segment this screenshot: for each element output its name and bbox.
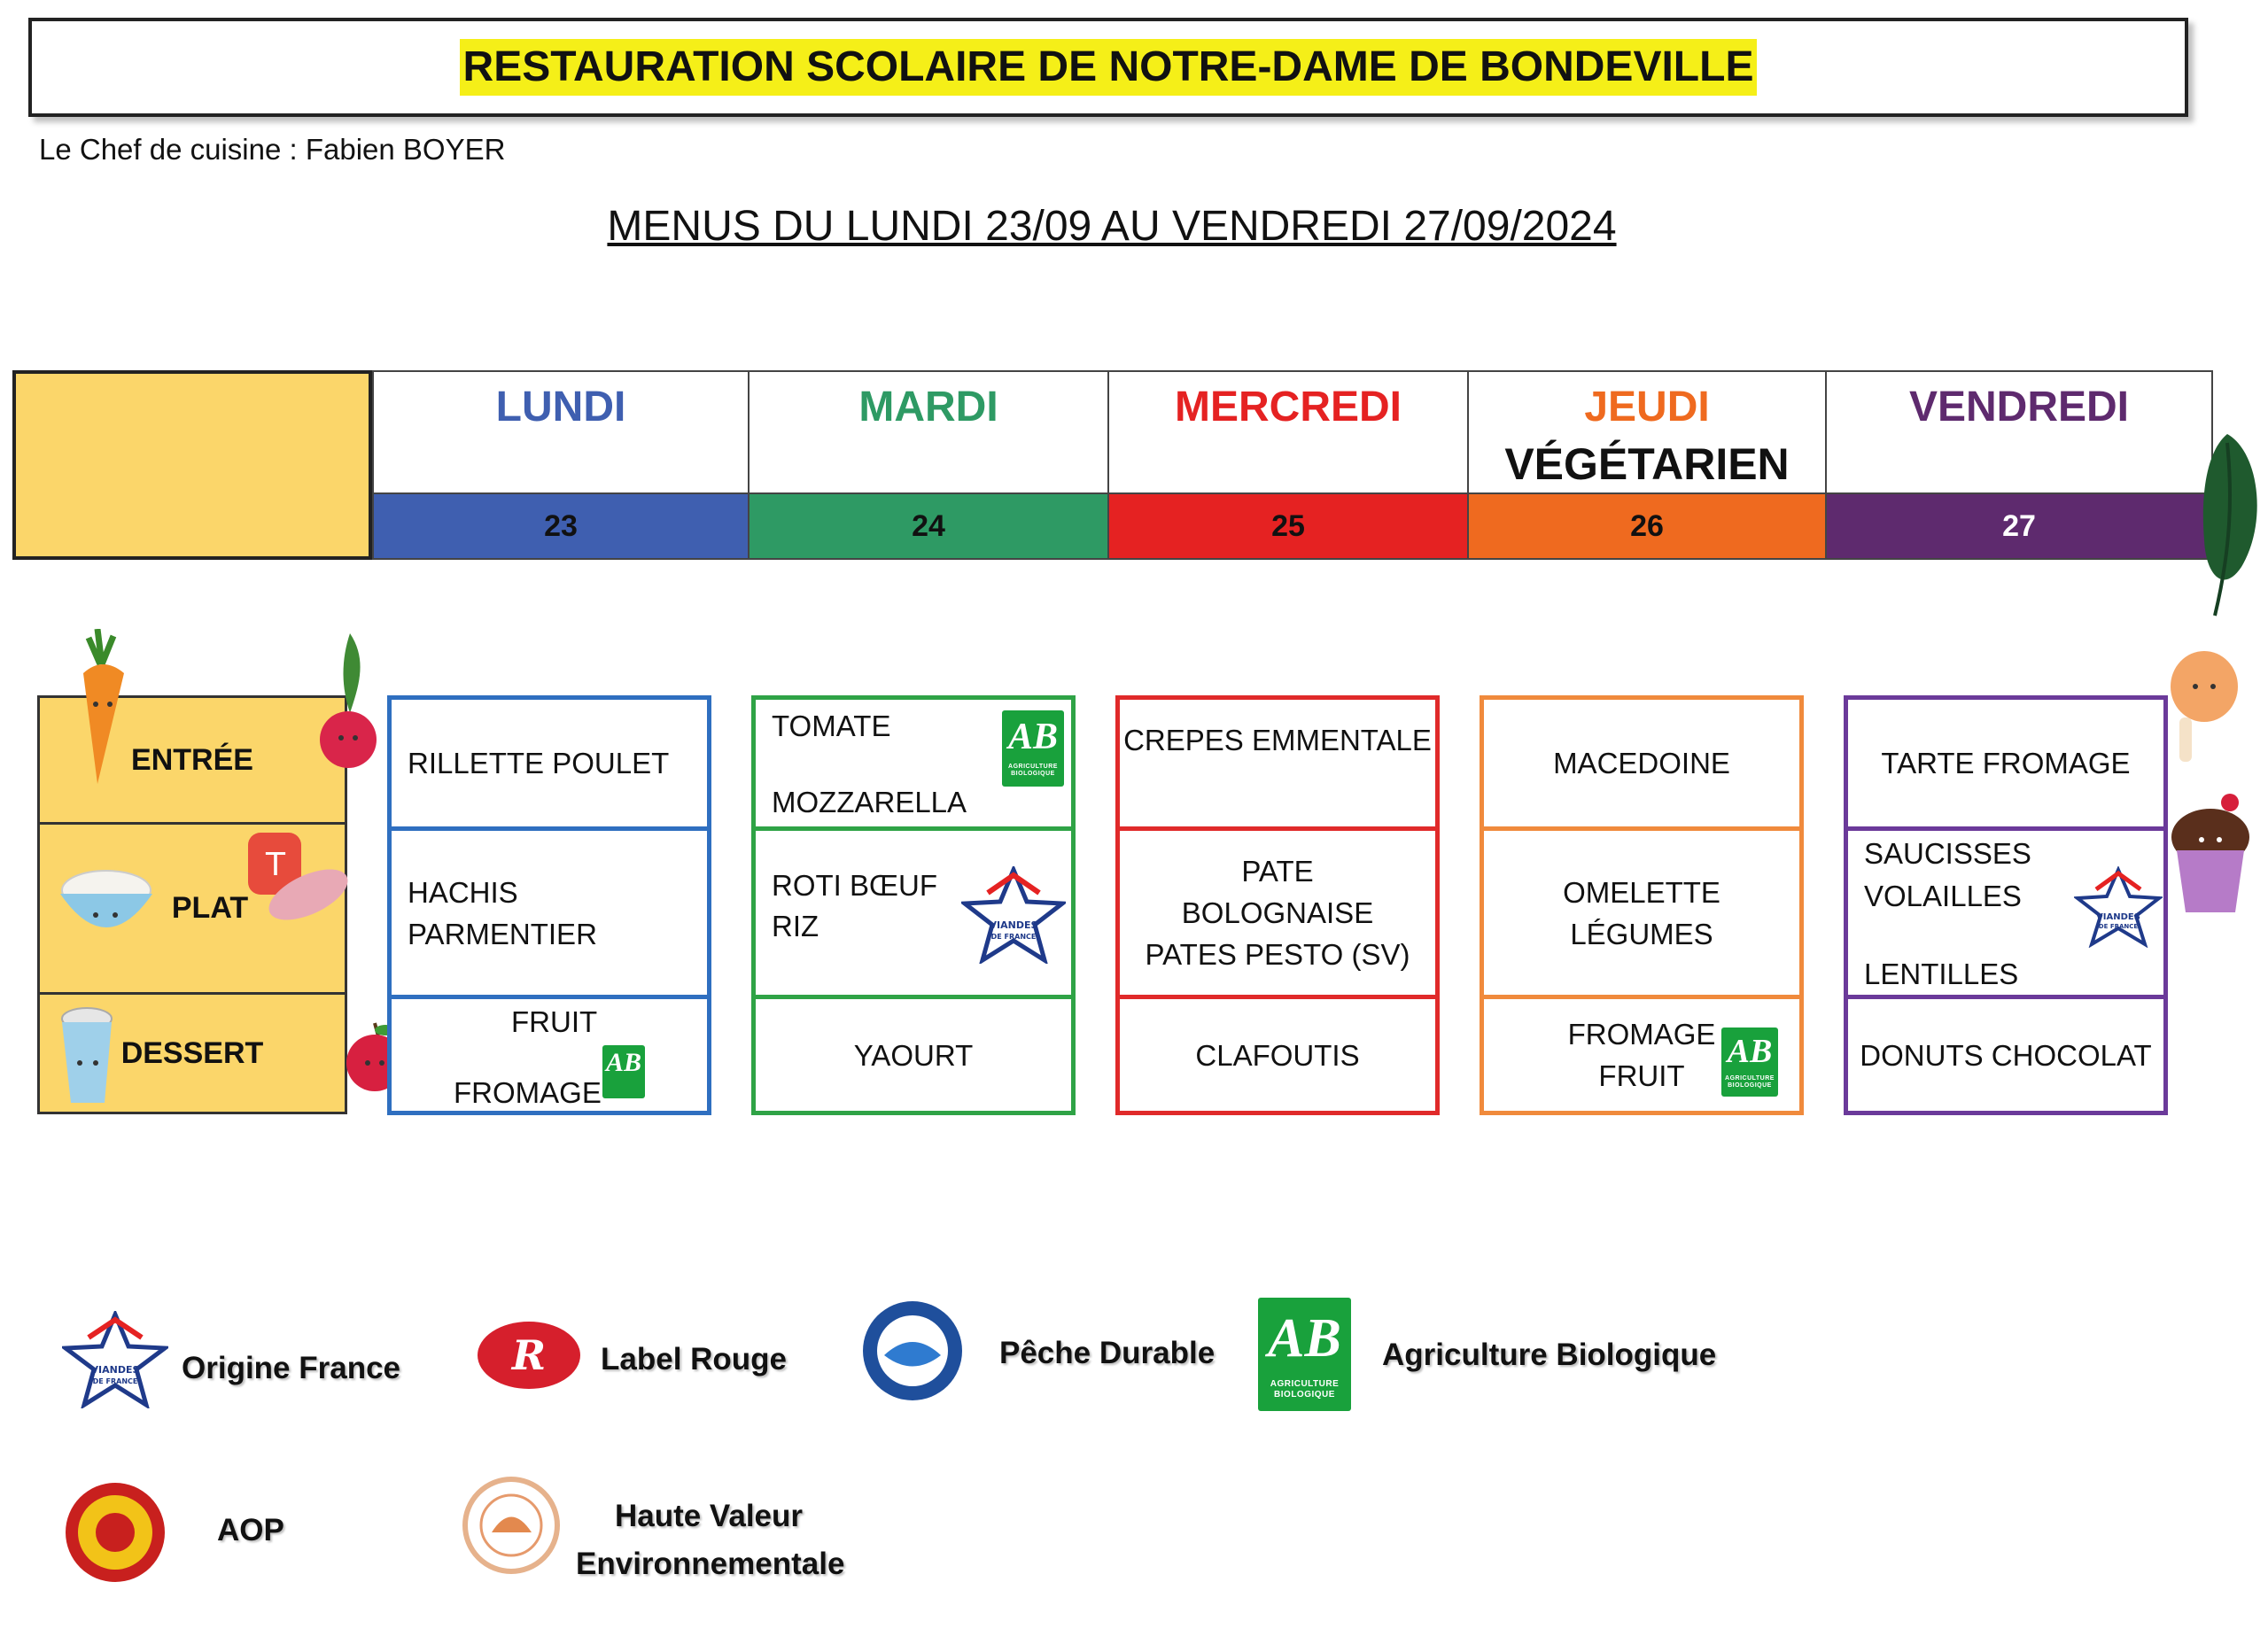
menu-item: SAUCISSES: [1864, 837, 2031, 870]
legend-hve-line1: Haute Valeur: [614, 1499, 804, 1533]
day-header-jeudi: [1467, 370, 1825, 494]
dessert-cell-mardi: [756, 995, 1071, 1111]
rice-bowl-icon: [53, 864, 159, 943]
peche-durable-icon: [859, 1293, 966, 1408]
plat-cell-mercredi: [1120, 826, 1435, 995]
menu-item: RILLETTE POULET: [408, 747, 670, 779]
menu-period-title: MENUS DU LUNDI 23/09 AU VENDREDI 27/09/2024: [607, 203, 1617, 250]
day-date-mercredi: 25: [1107, 492, 1467, 560]
row-label-entree: ENTRÉE: [131, 742, 253, 777]
viandes-de-france-icon: [2074, 866, 2163, 948]
menu-item: ROTI BŒUF: [772, 869, 937, 902]
ab-bio-icon: AB: [602, 1045, 645, 1098]
svg-text:VIANDES: VIANDES: [2096, 912, 2140, 922]
menu-item: BOLOGNAISE: [1181, 896, 1374, 929]
viandes-de-france-legend-icon: [62, 1311, 168, 1408]
carrot-icon: [71, 629, 133, 788]
day-date-lundi: 23: [372, 492, 748, 560]
menu-item: DONUTS CHOCOLAT: [1860, 1038, 2152, 1072]
chicken-leg-icon: [2162, 647, 2241, 771]
menu-item: PARMENTIER: [408, 917, 597, 950]
svg-text:T: T: [266, 847, 285, 883]
legend-origine-france: Origine France: [182, 1351, 401, 1385]
day-header-vendredi: [1825, 370, 2213, 494]
yogurt-cup-icon: [53, 1001, 124, 1107]
header-corner-cell: [12, 370, 372, 560]
entree-cell-jeudi: [1484, 700, 1799, 826]
dessert-cell-lundi: [392, 995, 707, 1111]
menu-item: VOLAILLES: [1864, 880, 2022, 912]
legend-agriculture-biologique: Agriculture Biologique: [1382, 1338, 1717, 1372]
ab-bio-icon: AB AGRICULTURE BIOLOGIQUE: [1002, 710, 1064, 787]
menu-item: LENTILLES: [1864, 958, 2019, 990]
menu-item: RIZ: [772, 910, 819, 942]
menu-column-vendredi: [1844, 695, 2168, 1115]
svg-text:VIANDES: VIANDES: [989, 919, 1038, 931]
menu-column-lundi: [387, 695, 711, 1115]
menu-item: MOZZARELLA: [772, 786, 967, 818]
steak-fish-icon: [239, 824, 354, 948]
menu-item: LÉGUMES: [1570, 917, 1713, 950]
menu-item: TARTE FROMAGE: [1881, 747, 2131, 779]
row-label-plat: PLAT: [171, 891, 249, 925]
radish-icon: [315, 624, 385, 775]
spinach-leaf-icon: [2188, 425, 2266, 620]
day-name-lundi: LUNDI: [495, 384, 626, 430]
title-banner: [28, 18, 2188, 117]
dessert-cell-mercredi: [1120, 995, 1435, 1111]
day-date-vendredi: 27: [1825, 492, 2213, 560]
day-subtitle-jeudi: VÉGÉTARIEN: [1504, 439, 1790, 489]
plat-cell-vendredi: [1848, 826, 2163, 995]
viandes-de-france-icon: [961, 866, 1066, 964]
dessert-cell-vendredi: [1848, 995, 2163, 1111]
svg-text:DE FRANCE: DE FRANCE: [92, 1377, 138, 1385]
plat-cell-lundi: [392, 826, 707, 995]
menu-item: FRUIT: [1598, 1059, 1685, 1092]
menu-item: YAOURT: [853, 1038, 974, 1072]
svg-text:DE FRANCE: DE FRANCE: [2098, 923, 2139, 930]
menu-item: FROMAGE: [454, 1076, 602, 1109]
plat-cell-mardi: [756, 826, 1071, 995]
menu-item: FROMAGE: [1567, 1018, 1716, 1051]
legend-peche-durable: Pêche Durable: [999, 1336, 1216, 1370]
day-header-lundi: [372, 370, 748, 494]
entree-cell-vendredi: [1848, 700, 2163, 826]
entree-cell-mercredi: [1120, 700, 1435, 826]
hve-icon: [461, 1475, 563, 1577]
legend-aop: AOP: [217, 1513, 284, 1547]
menu-item: MACEDOINE: [1553, 747, 1730, 779]
day-name-mardi: MARDI: [858, 384, 998, 430]
ab-bio-legend-icon: AB AGRICULTURE BIOLOGIQUE: [1258, 1298, 1351, 1411]
plat-cell-jeudi: [1484, 826, 1799, 995]
menu-item: FRUIT: [511, 1005, 598, 1038]
svg-text:DE FRANCE: DE FRANCE: [990, 933, 1037, 941]
menu-item: PATES PESTO (SV): [1145, 938, 1410, 971]
legend-label-rouge: Label Rouge: [601, 1342, 788, 1376]
chef-credit: Le Chef de cuisine : Fabien BOYER: [39, 133, 506, 166]
cupcake-icon: [2166, 788, 2255, 921]
label-rouge-icon: [474, 1311, 585, 1400]
menu-item: CLAFOUTIS: [1195, 1038, 1360, 1072]
row-label-dessert: DESSERT: [120, 1036, 264, 1070]
menu-column-mardi: [751, 695, 1076, 1115]
menu-item: OMELETTE: [1563, 875, 1720, 909]
day-date-mardi: 24: [748, 492, 1107, 560]
menu-item: TOMATE: [772, 710, 891, 742]
svg-text:R: R: [511, 1331, 547, 1379]
svg-text:VIANDES: VIANDES: [90, 1364, 140, 1376]
entree-cell-mardi: [756, 700, 1071, 826]
menu-column-mercredi: [1115, 695, 1440, 1115]
day-header-mercredi: [1107, 370, 1467, 494]
dessert-cell-jeudi: [1484, 995, 1799, 1111]
day-date-jeudi: 26: [1467, 492, 1825, 560]
day-name-vendredi: VENDREDI: [1908, 384, 2130, 430]
aop-icon: [62, 1479, 168, 1586]
menu-column-jeudi: [1480, 695, 1804, 1115]
day-name-jeudi: JEUDI: [1584, 384, 1710, 430]
legend-hve: [576, 1493, 845, 1588]
menu-item: CREPES EMMENTALE: [1123, 724, 1432, 756]
page-title: RESTAURATION SCOLAIRE DE NOTRE-DAME DE BONDEVILLE: [460, 39, 1758, 96]
day-name-mercredi: MERCREDI: [1174, 384, 1402, 430]
menu-item: HACHIS: [408, 875, 518, 909]
menu-item: PATE: [1241, 855, 1314, 888]
entree-cell-lundi: [392, 700, 707, 826]
legend-hve-line2: Environnementale: [576, 1547, 845, 1581]
day-header-mardi: [748, 370, 1107, 494]
ab-bio-icon: AB AGRICULTURE BIOLOGIQUE: [1721, 1028, 1778, 1097]
